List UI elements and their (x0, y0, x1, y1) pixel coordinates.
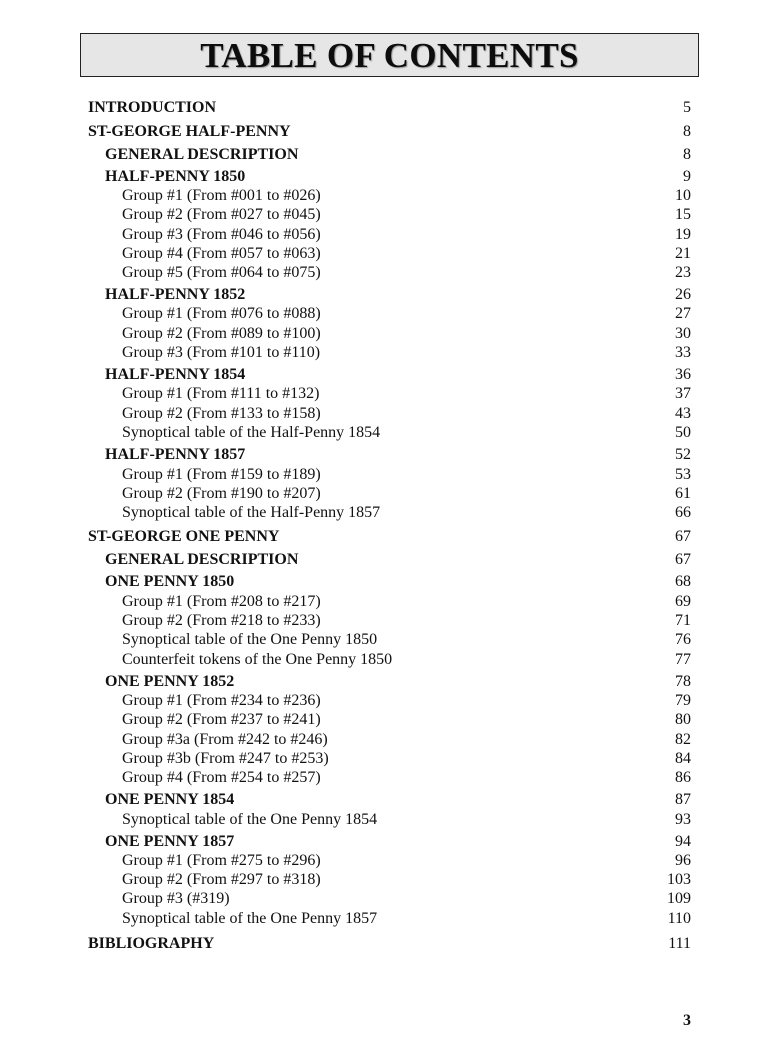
toc-entry (0, 484, 780, 504)
toc-entry-label: ST-GEORGE ONE PENNY (88, 528, 280, 545)
toc-entry-page: 96 (675, 852, 691, 869)
toc-entry-label: ONE PENNY 1852 (105, 673, 235, 690)
toc-entry (0, 710, 780, 730)
toc-entry-page: 69 (675, 593, 691, 610)
page-number: 3 (683, 1012, 691, 1029)
toc-entry-label: Group #4 (From #057 to #063) (122, 245, 321, 262)
toc-entry (0, 285, 780, 305)
toc-entry-page: 8 (683, 123, 691, 140)
toc-entry-page: 15 (675, 206, 691, 223)
toc-entry-label: Synoptical table of the One Penny 1850 (122, 631, 378, 648)
toc-entry-label: Group #1 (From #001 to #026) (122, 187, 321, 204)
toc-entry (0, 909, 780, 929)
toc-entry (0, 225, 780, 245)
toc-entry-label: HALF-PENNY 1850 (105, 168, 246, 185)
toc-entry (0, 145, 780, 165)
toc-entry (0, 186, 780, 206)
toc-entry-label: BIBLIOGRAPHY (88, 935, 215, 952)
toc-entry (0, 550, 780, 570)
toc-entry-page: 94 (675, 833, 691, 850)
toc-entry-page: 30 (675, 325, 691, 342)
toc-entry-page: 9 (683, 168, 691, 185)
toc-entry (0, 810, 780, 830)
toc-entry-label: Group #2 (From #089 to #100) (122, 325, 321, 342)
toc-entry-page: 76 (675, 631, 691, 648)
toc-entry (0, 122, 780, 142)
toc-entry (0, 98, 780, 118)
toc-entry (0, 572, 780, 592)
toc-entry-label: Group #1 (From #111 to #132) (122, 385, 320, 402)
toc-entry-page: 111 (668, 935, 691, 952)
toc-entry (0, 263, 780, 283)
toc-entry-page: 21 (675, 245, 691, 262)
toc-entry-page: 23 (675, 264, 691, 281)
toc-entry-page: 71 (675, 612, 691, 629)
toc-entry (0, 749, 780, 769)
toc-entry (0, 790, 780, 810)
toc-entry-page: 66 (675, 504, 691, 521)
toc-entry-label: Synoptical table of the Half-Penny 1857 (122, 504, 381, 521)
toc-entry-page: 5 (683, 99, 691, 116)
toc-entry-label: INTRODUCTION (88, 99, 217, 116)
toc-entry (0, 324, 780, 344)
toc-entry (0, 423, 780, 443)
toc-entry-page: 33 (675, 344, 691, 361)
toc-entry-label: Counterfeit tokens of the One Penny 1850 (122, 651, 393, 668)
toc-entry-page: 50 (675, 424, 691, 441)
toc-entry-label: Group #2 (From #133 to #158) (122, 405, 321, 422)
toc-entry-page: 27 (675, 305, 691, 322)
toc-entry-label: ONE PENNY 1857 (105, 833, 235, 850)
toc-entry-page: 80 (675, 711, 691, 728)
toc-entry-page: 82 (675, 731, 691, 748)
toc-entry (0, 650, 780, 670)
page-title: TABLE OF CONTENTS (200, 36, 579, 75)
toc-entry-page: 103 (667, 871, 691, 888)
toc-entry (0, 870, 780, 890)
toc-entry-page: 78 (675, 673, 691, 690)
toc-entry-label: Group #1 (From #076 to #088) (122, 305, 321, 322)
toc-entry-page: 68 (675, 573, 691, 590)
toc-entry-page: 61 (675, 485, 691, 502)
toc-entry-label: Group #3 (From #101 to #110) (122, 344, 321, 361)
toc-entry (0, 343, 780, 363)
toc-entry-label: Group #1 (From #208 to #217) (122, 593, 321, 610)
toc-entry (0, 630, 780, 650)
toc-entry-page: 19 (675, 226, 691, 243)
toc-entry-label: Group #3 (#319) (122, 890, 230, 907)
toc-entry-page: 77 (675, 651, 691, 668)
toc-entry-label: HALF-PENNY 1854 (105, 366, 246, 383)
toc-entry (0, 730, 780, 750)
toc-entry-label: Synoptical table of the One Penny 1857 (122, 910, 378, 927)
toc-entry-label: Group #2 (From #297 to #318) (122, 871, 321, 888)
toc-entry-label: Group #2 (From #218 to #233) (122, 612, 321, 629)
toc-entry-page: 53 (675, 466, 691, 483)
toc-entry-label: HALF-PENNY 1857 (105, 446, 246, 463)
toc-entry-label: HALF-PENNY 1852 (105, 286, 246, 303)
toc-entry-label: Group #2 (From #190 to #207) (122, 485, 321, 502)
toc-entry (0, 672, 780, 692)
toc-entry-page: 109 (667, 890, 691, 907)
toc-entry-label: Group #1 (From #234 to #236) (122, 692, 321, 709)
toc-entry-page: 52 (675, 446, 691, 463)
toc-entry (0, 167, 780, 187)
toc-entry-label: Synoptical table of the Half-Penny 1854 (122, 424, 381, 441)
toc-entry (0, 244, 780, 264)
toc-entry (0, 934, 780, 954)
toc-entry-label: Group #5 (From #064 to #075) (122, 264, 321, 281)
toc-entry (0, 304, 780, 324)
toc-entry (0, 691, 780, 711)
toc-entry-page: 79 (675, 692, 691, 709)
toc-entry-page: 37 (675, 385, 691, 402)
toc-entry-page: 84 (675, 750, 691, 767)
toc-entry-label: GENERAL DESCRIPTION (105, 551, 299, 568)
toc-entry-label: ST-GEORGE HALF-PENNY (88, 123, 291, 140)
toc-entry-page: 43 (675, 405, 691, 422)
toc-entry-page: 10 (675, 187, 691, 204)
toc-entry (0, 889, 780, 909)
toc-entry-label: Group #1 (From #159 to #189) (122, 466, 321, 483)
toc-entry (0, 205, 780, 225)
toc-entry-label: Synoptical table of the One Penny 1854 (122, 811, 378, 828)
toc-entry-page: 110 (667, 910, 691, 927)
toc-entry (0, 465, 780, 485)
toc-entry-label: Group #3 (From #046 to #056) (122, 226, 321, 243)
toc-entry-page: 8 (683, 146, 691, 163)
toc-entry-page: 26 (675, 286, 691, 303)
toc-entry-page: 36 (675, 366, 691, 383)
toc-entry (0, 503, 780, 523)
toc-entry (0, 384, 780, 404)
toc-entry-page: 87 (675, 791, 691, 808)
toc-entry (0, 832, 780, 852)
toc-entry-page: 86 (675, 769, 691, 786)
toc-entry (0, 445, 780, 465)
toc-entry-label: ONE PENNY 1854 (105, 791, 235, 808)
toc-entry-page: 67 (675, 528, 691, 545)
toc-entry (0, 404, 780, 424)
toc-entry-label: Group #1 (From #275 to #296) (122, 852, 321, 869)
toc-entry-label: GENERAL DESCRIPTION (105, 146, 299, 163)
toc-entry-label: Group #2 (From #027 to #045) (122, 206, 321, 223)
toc-entry-label: ONE PENNY 1850 (105, 573, 235, 590)
toc-entry-page: 93 (675, 811, 691, 828)
toc-entry (0, 365, 780, 385)
toc-entry-label: Group #3a (From #242 to #246) (122, 731, 328, 748)
toc-entry (0, 611, 780, 631)
toc-entry-label: Group #2 (From #237 to #241) (122, 711, 321, 728)
toc-entry (0, 592, 780, 612)
toc-entry (0, 768, 780, 788)
toc-entry (0, 851, 780, 871)
toc-entry-page: 67 (675, 551, 691, 568)
toc-entry-label: Group #3b (From #247 to #253) (122, 750, 329, 767)
toc-entry-label: Group #4 (From #254 to #257) (122, 769, 321, 786)
toc-entry (0, 527, 780, 547)
